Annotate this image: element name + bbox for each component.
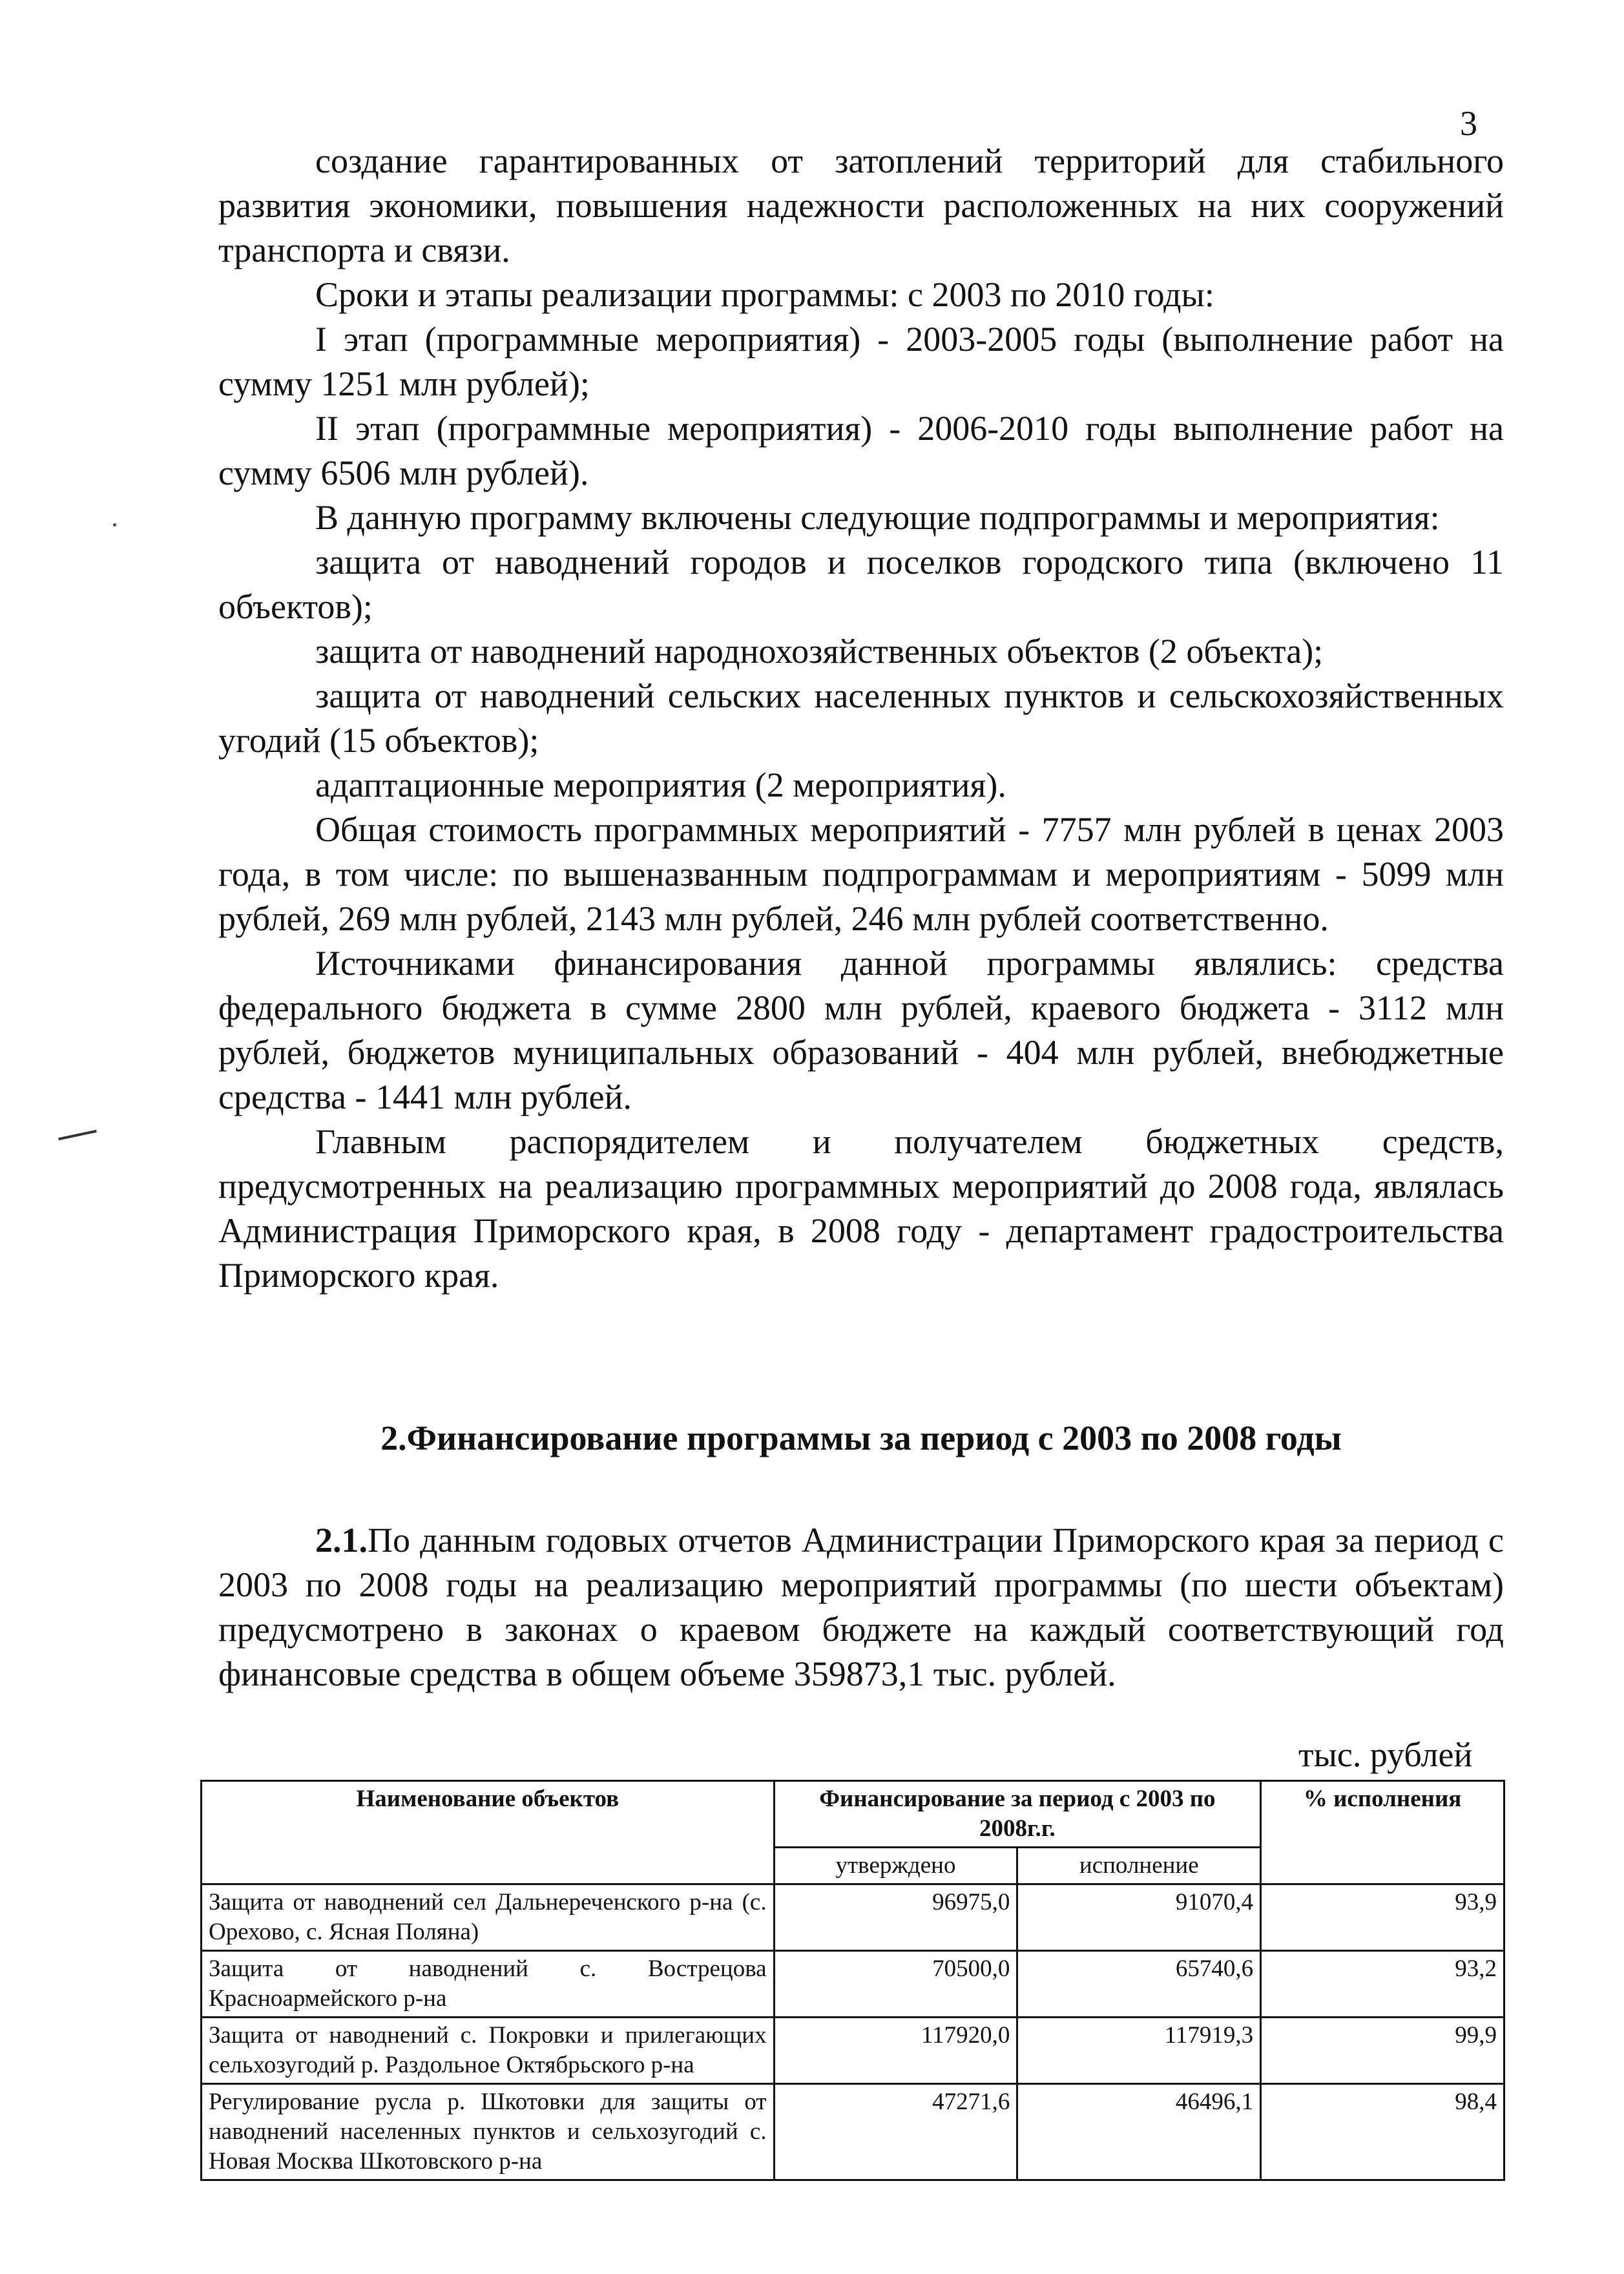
- paragraph: В данную программу включены следующие подпрограммы и мероприятия:: [315, 498, 1440, 537]
- paragraph: Общая стоимость программных мероприятий - 7757 млн рублей в ценах 2003 года, в том числе: по вышеназванным подпрограммам и мероприятиям - 5099 млн рублей, 269 млн рублей, 2143 млн рублей, 246 млн рублей соответственно.: [218, 810, 1504, 938]
- cell-percent: 93,9: [1261, 1884, 1504, 1951]
- cell-name: Защита от наводнений с. Вострецова Красноармейского р-на: [202, 1951, 775, 2018]
- header-executed: исполнение: [1017, 1848, 1261, 1884]
- table-row: [202, 1951, 1504, 2018]
- page-number: 3: [1460, 104, 1477, 143]
- section-text: По данным годовых отчетов Администрации Приморского края за период с 2003 по 2008 годы на реализацию мероприятий программы (по шести объектам) предусмотрено в законах о краевом бюджете на каждый соответствующий год финансовые средства в общем объеме 359873,1 тыс. рублей.: [218, 1521, 1504, 1693]
- cell-percent: 93,2: [1261, 1951, 1504, 2018]
- table-row: [202, 1884, 1504, 1951]
- paragraph: Сроки и этапы реализации программы: с 2003 по 2010 годы:: [315, 275, 1214, 314]
- paragraph: Источниками финансирования данной программы являлись: средства федерального бюджета в сумме 2800 млн рублей, краевого бюджета - 3112 млн рублей, бюджетов муниципальных образований - 404 млн рублей, внебюджетные средства - 1441 млн рублей.: [218, 944, 1504, 1116]
- cell-name: Регулирование русла р. Шкотовки для защиты от наводнений населенных пунктов и сельхозугодий с. Новая Москва Шкотовского р-на: [202, 2084, 775, 2180]
- cell-approved: 96975,0: [774, 1884, 1017, 1951]
- paragraph: адаптационные мероприятия (2 мероприятия).: [315, 766, 1006, 804]
- paragraph: Главным распорядителем и получателем бюджетных средств, предусмотренных на реализацию программных мероприятий до 2008 года, являлась Администрация Приморского края, в 2008 году - департамент градостроительства Приморского края.: [218, 1122, 1504, 1295]
- document-body: [218, 139, 1504, 1298]
- paragraph: защита от наводнений городов и поселков городского типа (включено 11 объектов);: [218, 543, 1504, 626]
- scan-artifact-dot: [113, 523, 116, 527]
- paragraph: II этап (программные мероприятия) - 2006-2010 годы выполнение работ на сумму 6506 млн рублей).: [218, 409, 1504, 492]
- section-2-1-paragraph: [218, 1518, 1504, 1696]
- cell-executed: 46496,1: [1017, 2084, 1261, 2180]
- table-row: [202, 2018, 1504, 2084]
- header-name: Наименование объектов: [202, 1781, 775, 1884]
- cell-name: Защита от наводнений с. Покровки и прилегающих сельхозугодий р. Раздольное Октябрьского р-на: [202, 2018, 775, 2084]
- cell-approved: 117920,0: [774, 2018, 1017, 2084]
- header-financing: Финансирование за период с 2003 по 2008г.г.: [774, 1781, 1261, 1848]
- cell-percent: 99,9: [1261, 2018, 1504, 2084]
- paragraph: защита от наводнений народнохозяйственных объектов (2 объекта);: [315, 632, 1324, 671]
- table-row: [202, 2084, 1504, 2180]
- header-percent: % исполнения: [1261, 1781, 1504, 1884]
- table-units: тыс. рублей: [1298, 1735, 1473, 1774]
- cell-executed: 117919,3: [1017, 2018, 1261, 2084]
- paragraph: создание гарантированных от затоплений территорий для стабильного развития экономики, повышения надежности расположенных на них сооружений транспорта и связи.: [218, 141, 1504, 269]
- cell-percent: 98,4: [1261, 2084, 1504, 2180]
- paragraph: защита от наводнений сельских населенных пунктов и сельскохозяйственных угодий (15 объектов);: [218, 676, 1504, 760]
- scan-artifact-mark: [58, 1130, 97, 1140]
- financing-table: [200, 1780, 1505, 2181]
- cell-executed: 65740,6: [1017, 1951, 1261, 2018]
- section-title: 2.Финансирование программы за период с 2003 по 2008 годы: [380, 1419, 1342, 1457]
- paragraph: I этап (программные мероприятия) - 2003-2005 годы (выполнение работ на сумму 1251 млн рублей);: [218, 320, 1504, 403]
- header-approved: утверждено: [774, 1848, 1017, 1884]
- cell-executed: 91070,4: [1017, 1884, 1261, 1951]
- cell-approved: 70500,0: [774, 1951, 1017, 2018]
- cell-approved: 47271,6: [774, 2084, 1017, 2180]
- section-number: 2.1.: [315, 1521, 368, 1559]
- cell-name: Защита от наводнений сел Дальнереченского р-на (с. Орехово, с. Ясная Поляна): [202, 1884, 775, 1951]
